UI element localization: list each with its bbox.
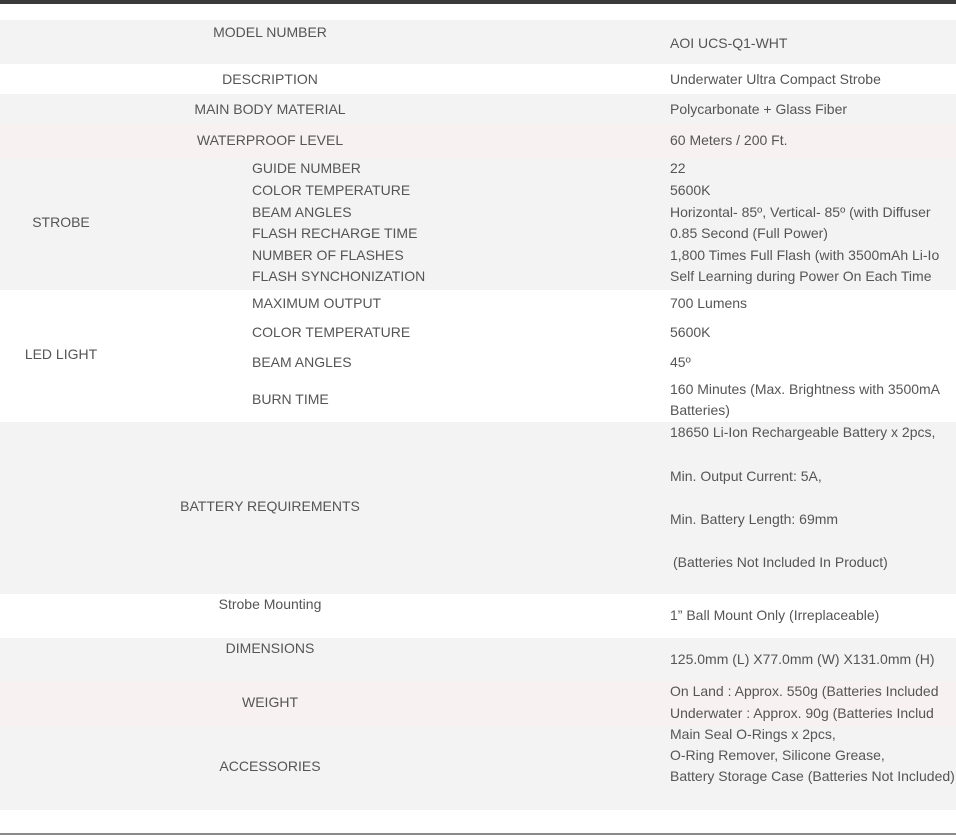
spec-value-main-body-material: Polycarbonate + Glass Fiber	[670, 101, 848, 117]
spec-value-description: Underwater Ultra Compact Strobe	[670, 71, 881, 87]
spec-row-description	[0, 64, 956, 94]
weight-line-underwater: Underwater : Approx. 90g (Batteries Includ	[670, 705, 934, 721]
battery-requirement-line: Min. Output Current: 5A,	[670, 468, 822, 484]
spec-row-model-number	[0, 20, 956, 64]
spec-group-strobe	[0, 158, 956, 290]
led-label-beam-angles: BEAM ANGLES	[252, 354, 352, 370]
spec-value-model-number: AOI UCS-Q1-WHT	[670, 35, 788, 51]
spec-row-weight	[0, 682, 956, 726]
spec-row-accessories	[0, 726, 956, 810]
spec-group-label-strobe: STROBE	[32, 214, 90, 230]
strobe-value-guide-number: 22	[670, 160, 686, 176]
spec-label-main-body-material: MAIN BODY MATERIAL	[194, 101, 346, 117]
strobe-label-flash-recharge-time: FLASH RECHARGE TIME	[252, 225, 418, 241]
spec-label-dimensions: DIMENSIONS	[225, 640, 315, 656]
spec-label-waterproof-level: WATERPROOF LEVEL	[196, 132, 344, 148]
spec-value-dimensions: 125.0mm (L) X77.0mm (W) X131.0mm (H)	[670, 651, 935, 667]
accessory-line: Battery Storage Case (Batteries Not Included)	[670, 768, 955, 784]
led-label-maximum-output: MAXIMUM OUTPUT	[252, 295, 382, 311]
battery-requirement-line: Min. Battery Length: 69mm	[670, 511, 839, 527]
battery-requirement-line: (Batteries Not Included In Product)	[673, 554, 888, 570]
strobe-value-number-of-flashes: 1,800 Times Full Flash (with 3500mAh Li-Io	[670, 247, 940, 263]
spec-label-accessories: ACCESSORIES	[219, 758, 321, 774]
accessory-line: O-Ring Remover, Silicone Grease,	[670, 747, 885, 763]
led-value-color-temperature: 5600K	[670, 324, 711, 340]
led-value-burn-time-line2: Batteries)	[670, 402, 730, 418]
weight-line-on-land: On Land : Approx. 550g (Batteries Included	[670, 683, 939, 699]
spec-label-weight: WEIGHT	[242, 694, 298, 710]
led-value-beam-angles: 45º	[670, 354, 691, 370]
bottom-frame-border	[0, 833, 956, 835]
accessory-line: Main Seal O-Rings x 2pcs,	[670, 726, 836, 742]
led-value-burn-time-line1: 160 Minutes (Max. Brightness with 3500mA	[670, 381, 941, 397]
battery-requirement-line: 18650 Li-Ion Rechargeable Battery x 2pcs,	[670, 424, 936, 440]
top-frame-border	[0, 0, 956, 4]
spec-label-strobe-mounting: Strobe Mounting	[218, 596, 322, 612]
led-label-burn-time: BURN TIME	[252, 391, 329, 407]
spec-row-main-body-material	[0, 94, 956, 124]
strobe-value-flash-synchronization: Self Learning during Power On Each Time	[670, 268, 932, 284]
spec-row-strobe-mounting	[0, 594, 956, 638]
strobe-label-guide-number: GUIDE NUMBER	[252, 160, 361, 176]
spec-group-label-led-light: LED LIGHT	[24, 346, 98, 362]
strobe-label-number-of-flashes: NUMBER OF FLASHES	[252, 247, 404, 263]
strobe-label-color-temperature: COLOR TEMPERATURE	[252, 182, 411, 198]
led-value-maximum-output: 700 Lumens	[670, 295, 748, 311]
spec-label-battery-requirements: BATTERY REQUIREMENTS	[180, 498, 360, 514]
spec-label-description: DESCRIPTION	[222, 71, 318, 87]
strobe-value-beam-angles: Horizontal- 85º, Vertical- 85º (with Diffuser	[670, 204, 931, 220]
strobe-label-flash-synchronization: FLASH SYNCHONIZATION	[252, 268, 426, 284]
led-label-color-temperature: COLOR TEMPERATURE	[252, 324, 411, 340]
spec-value-waterproof-level: 60 Meters / 200 Ft.	[670, 132, 788, 148]
spec-value-strobe-mounting: 1” Ball Mount Only (Irreplaceable)	[670, 607, 880, 623]
spec-label-model-number: MODEL NUMBER	[213, 24, 327, 40]
specifications-table	[0, 20, 956, 810]
spec-row-battery-requirements	[0, 422, 956, 594]
spec-group-led-light	[0, 290, 956, 422]
spec-row-dimensions	[0, 638, 956, 682]
strobe-value-flash-recharge-time: 0.85 Second (Full Power)	[670, 225, 828, 241]
spec-row-waterproof-level	[0, 124, 956, 158]
strobe-value-color-temperature: 5600K	[670, 182, 711, 198]
strobe-label-beam-angles: BEAM ANGLES	[252, 204, 352, 220]
